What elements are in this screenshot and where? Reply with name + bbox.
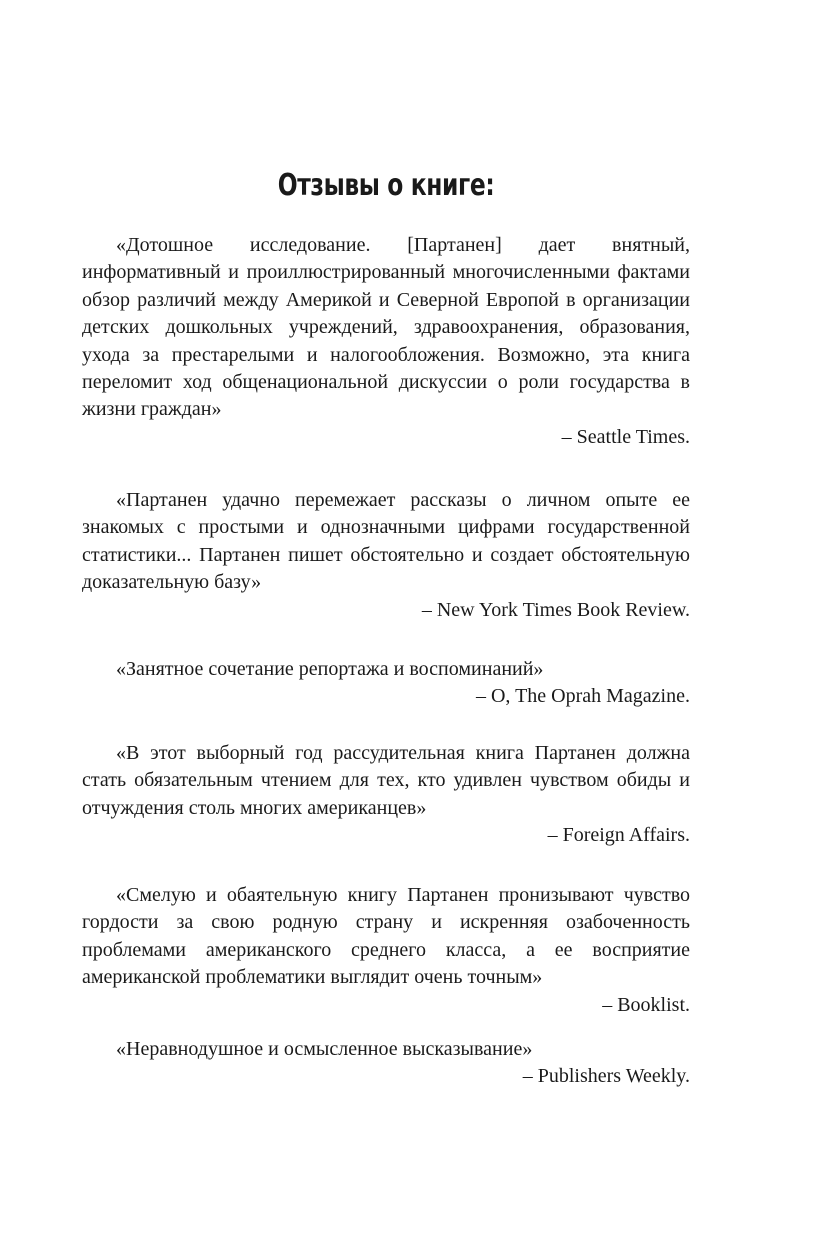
review-foreign-affairs [82, 740, 690, 850]
review-nyt-book-review [82, 487, 690, 624]
page-title: Отзывы о книге: [277, 168, 495, 203]
review-seattle-times [82, 232, 690, 451]
review-source: – O, The Oprah Magazine. [475, 685, 690, 708]
review-quote: «Смелую и обаятельную книгу Партанен пронизывают чувство гордости за свою родную страну и искренняя озабоченность проблемами американского среднего класса, а ее восприятие американской проблематики выглядит очень точным» [82, 884, 690, 989]
review-quote: «В этот выборный год рассудительная книга Партанен должна стать обязательным чтением для тех, кто удивлен чувством обиды и отчуждения столь многих американцев» [82, 742, 690, 819]
review-quote: «Партанен удачно перемежает рассказы о личном опыте ее знакомых с простыми и однозначными цифрами государственной статистики... Партанен пишет обстоятельно и создает обстоятельную доказательную базу» [82, 489, 690, 594]
review-quote: «Дотошное исследование. [Партанен] дает внятный, информативный и проиллюстрированный многочисленными фактами обзор различий между Америкой и Северной Европой в организации детских дошкольных учреждений, здравоохранения, образования, ухода за престарелыми и налогообложения. Возможно, эта книга переломит ход общенациональной дискуссии о роли государства в жизни граждан» [82, 234, 690, 421]
review-source: – Booklist. [602, 993, 690, 1016]
review-booklist [82, 882, 690, 1019]
review-oprah-magazine [82, 656, 690, 711]
book-page [82, 0, 690, 1241]
review-publishers-weekly [82, 1036, 690, 1091]
review-source: – Publishers Weekly. [522, 1065, 690, 1088]
review-quote: «Занятное сочетание репортажа и воспоминаний» [116, 658, 544, 680]
review-source: – New York Times Book Review. [421, 598, 690, 621]
review-source: – Seattle Times. [561, 425, 690, 448]
review-quote: «Неравнодушное и осмысленное высказывание» [116, 1038, 533, 1060]
review-source: – Foreign Affairs. [547, 824, 690, 847]
